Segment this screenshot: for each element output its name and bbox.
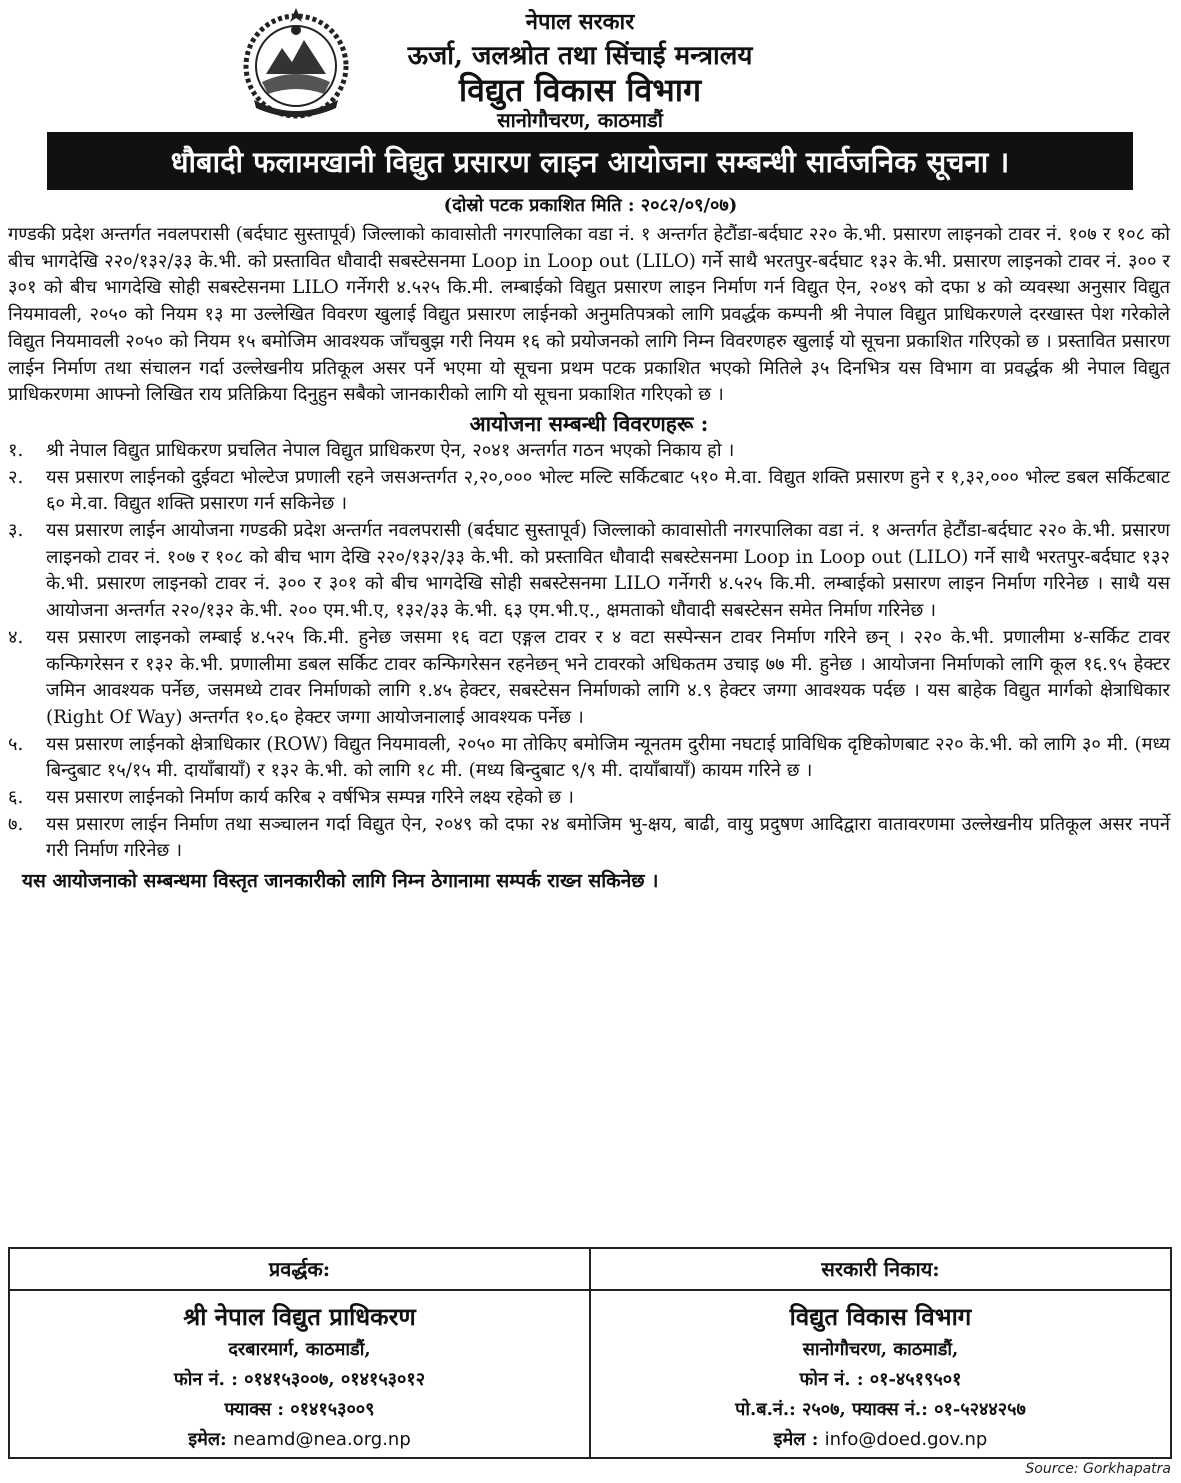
- item-number: ७.: [8, 813, 24, 835]
- list-item: [8, 465, 1170, 518]
- government-name: नेपाल सरकार: [525, 9, 635, 35]
- government-phone: फोन नं. : ०१-४५१९५०१: [799, 1369, 962, 1390]
- list-item: [8, 438, 1170, 465]
- details-heading: आयोजना सम्बन्धी विवरणहरू :: [469, 410, 709, 436]
- government-column: [589, 1249, 1170, 1457]
- notice-title: धौबादी फलामखानी विद्युत प्रसारण लाइन आयोजना सम्बन्धी सार्वजनिक सूचना ।: [47, 132, 1133, 190]
- government-address: सानोगौचरण, काठमाडौं,: [802, 1339, 959, 1360]
- list-item: [8, 812, 1170, 865]
- item-number: ५.: [8, 733, 24, 755]
- item-text: यस प्रसारण लाईनको निर्माण कार्य करिब २ वर्षभित्र सम्पन्न गरिने लक्ष्य रहेको छ ।: [46, 787, 574, 809]
- item-text: यस प्रसारण लाइनको लम्बाई ४.५२५ कि.मी. हुनेछ जसमा १६ वटा एङ्गल टावर र ४ वटा सस्पेन्सन टावर निर्माण गरिने छन् । २२० के.भी. प्रणालीमा ४-सर्किट टावर कन्फिगरेसन र १३२ के.भी. प्रणालीमा डबल सर्किट टावर कन्फिगरेसन रहनेछन् भने टावरको अधिकतम उचाइ ७७ मी. हुनेछ । आयोजना निर्माणको लागि कूल १६.९५ हेक्टर जमिन आवश्यक पर्नेछ, जसमध्ये टावर निर्माणको लागि १.४५ हेक्टर, सबस्टेसन निर्माणको लागि ४.९ हेक्टर जग्गा आवश्यक पर्दछ । यस बाहेक विद्युत मार्गको क्षेत्राधिकार (Right Of Way) अन्तर्गत १०.६० हेक्टर जग्गा आयोजनालाई आवश्यक पर्नेछ ।: [46, 626, 1170, 728]
- department-location: सानोगौचरण, काठमाडौं: [497, 108, 663, 132]
- notice-body: [8, 222, 1170, 895]
- email-label: इमेल:: [188, 1429, 227, 1450]
- promoter-column: [10, 1249, 589, 1457]
- source-credit: Source: Gorkhapatra: [1025, 1461, 1171, 1477]
- item-text: यस प्रसारण लाईनको क्षेत्राधिकार (ROW) विद्युत नियमावली, २०५० मा तोकिए बमोजिम न्यूनतम दुरीमा नघटाई प्राविधिक दृष्टिकोणबाट २२० के.भी. को लागि ३० मी. (मध्य बिन्दुबाट १५/१५ मी. दायाँबायाँ) र १३२ के.भी. को लागि १८ मी. (मध्य बिन्दुबाट ९/९ मी. दायाँबायाँ) कायम गरिने छ ।: [46, 733, 1170, 782]
- government-pobox-fax: पो.ब.नं.: २५०७, फ्याक्स नं.: ०१-५२४४२५७: [735, 1399, 1026, 1420]
- promoter-email[interactable]: neamd@nea.org.np: [232, 1429, 411, 1450]
- promoter-phone: फोन नं. : ०१४१५३००७, ०१४१५३०१२: [173, 1369, 426, 1390]
- contact-note: यस आयोजनाको सम्बन्धमा विस्तृत जानकारीको लागि निम्न ठेगानामा सम्पर्क राख्न सकिनेछ ।: [22, 870, 659, 893]
- details-list: [8, 438, 1170, 865]
- government-details: [591, 1291, 1170, 1455]
- department-name: विद्युत विकास विभाग: [458, 71, 702, 109]
- contact-table: [8, 1247, 1172, 1459]
- item-text: श्री नेपाल विद्युत प्राधिकरण प्रचलित नेपाल विद्युत प्राधिकरण ऐन, २०४१ अन्तर्गत गठन भएको निकाय हो ।: [46, 439, 735, 461]
- promoter-address: दरबारमार्ग, काठमाडौं,: [228, 1339, 371, 1360]
- government-email-line: [591, 1425, 1170, 1455]
- publication-date: (दोस्रो पटक प्रकाशित मिति : २०८२/०९/०७): [443, 195, 738, 216]
- list-item: [8, 785, 1170, 812]
- promoter-fax: फ्याक्स : ०१४१५३००९: [224, 1399, 375, 1420]
- government-email[interactable]: info@doed.gov.np: [824, 1429, 988, 1450]
- item-number: १.: [8, 439, 24, 461]
- list-item: [8, 732, 1170, 785]
- government-heading: सरकारी निकाय:: [591, 1249, 1170, 1291]
- item-text: यस प्रसारण लाईन निर्माण तथा सञ्चालन गर्दा विद्युत ऐन, २०४९ को दफा २४ बमोजिम भु-क्षय, बाढी, वायु प्रदुषण आदिद्वारा वातावरणमा उल्लेखनीय प्रतिकूल असर नपर्ने गरी निर्माण गरिनेछ ।: [46, 813, 1170, 862]
- item-text: यस प्रसारण लाईन आयोजना गण्डकी प्रदेश अन्तर्गत नवलपरासी (बर्दघाट सुस्तापूर्व) जिल्लाको कावासोती नगरपालिका वडा नं. १ अन्तर्गत हेटौंडा-बर्दघाट २२० के.भी. प्रसारण लाइनको टावर नं. १०७ र १०८ को बीच भाग देखि २२०/१३२/३३ के.भी. को प्रस्तावित धौवादी सबस्टेसनमा Loop in Loop out (LILO) गर्ने साथै भरतपुर-बर्दघाट १३२ के.भी. प्रसारण लाइनको टावर नं. ३०० र ३०१ को बीच भागदेखि सोही सबस्टेसनमा LILO गर्नेगरी ४.५२५ कि.मी. लम्बाईको प्रसारण लाइन निर्माण गरिनेछ । साथै यस आयोजना अन्तर्गत २२०/१३२ के.भी. २०० एम.भी.ए, १३२/३३ के.भी. ६३ एम.भी.ए., क्षमताको धौवादी सबस्टेसन समेत निर्माण गरिनेछ ।: [46, 520, 1170, 622]
- item-number: ४.: [8, 626, 24, 648]
- email-label: इमेल :: [773, 1429, 819, 1450]
- notice-header: [0, 0, 1181, 132]
- promoter-heading: प्रवर्द्धक:: [10, 1249, 589, 1291]
- item-number: २.: [8, 466, 24, 488]
- intro-paragraph: गण्डकी प्रदेश अन्तर्गत नवलपरासी (बर्दघाट सुस्तापूर्व) जिल्लाको कावासोती नगरपालिका वडा नं. १ अन्तर्गत हेटौंडा-बर्दघाट २२० के.भी. प्रसारण लाइनको टावर नं. १०७ र १०८ को बीच भागदेखि २२०/१३२/३३ के.भी. को प्रस्तावित धौवादी सबस्टेसनमा Loop in Loop out (LILO) गर्ने साथै भरतपुर-बर्दघाट १३२ के.भी. प्रसारण लाइनको टावर नं. ३०० र ३०१ को बीच भागदेखि सोही सबस्टेसनमा LILO गर्नेगरी ४.५२५ कि.मी. लम्बाईको विद्युत प्रसारण लाइन निर्माण गर्न विद्युत ऐन, २०४९ को दफा ४ को व्यवस्था अनुसार विद्युत नियमावली, २०५० को नियम १३ मा उल्लेखित विवरण खुलाई विद्युत प्रसारण लाईनको अनुमतिपत्रको लागि प्रवर्द्धक कम्पनी श्री नेपाल विद्युत प्राधिकरणले दरखास्त पेश गरेकोले विद्युत नियमावली २०५० को नियम १५ बमोजिम आवश्यक जाँचबुझ गरी नियम १६ को प्रयोजनको लागि निम्न विवरणहरु खुलाई यो सूचना प्रकाशित गरिएको छ । प्रस्तावित प्रसारण लाईन निर्माण तथा संचालन गर्दा उल्लेखनीय प्रतिकूल असर पर्ने भएमा यो सूचना प्रथम पटक प्रकाशित भएको मितिले ३५ दिनभित्र यस विभाग वा प्रवर्द्धक श्री नेपाल विद्युत प्राधिकरणमा आफ्नो लिखित राय प्रतिक्रिया दिनुहुन सबैको जानकारीको लागि यो सूचना प्रकाशित गरिएको छ ।: [8, 224, 1170, 406]
- promoter-name: श्री नेपाल विद्युत प्राधिकरण: [183, 1302, 416, 1331]
- item-text: यस प्रसारण लाईनको दुईवटा भोल्टेज प्रणाली रहने जसअन्तर्गत २,२०,००० भोल्ट मल्टि सर्किटबाट ५१० मे.वा. विद्युत शक्ति प्रसारण हुने र १,३२,००० भोल्ट डबल सर्किटबाट ६० मे.वा. विद्युत शक्ति प्रसारण गर्न सकिनेछ ।: [46, 466, 1170, 515]
- list-item: [8, 625, 1170, 732]
- list-item: [8, 518, 1170, 625]
- ministry-name: ऊर्जा, जलश्रोत तथा सिंचाई मन्त्रालय: [407, 41, 753, 71]
- promoter-email-line: [10, 1425, 589, 1455]
- item-number: ६.: [8, 787, 24, 809]
- government-office-name: विद्युत विकास विभाग: [789, 1302, 972, 1331]
- item-number: ३.: [8, 520, 24, 542]
- promoter-details: [10, 1291, 589, 1455]
